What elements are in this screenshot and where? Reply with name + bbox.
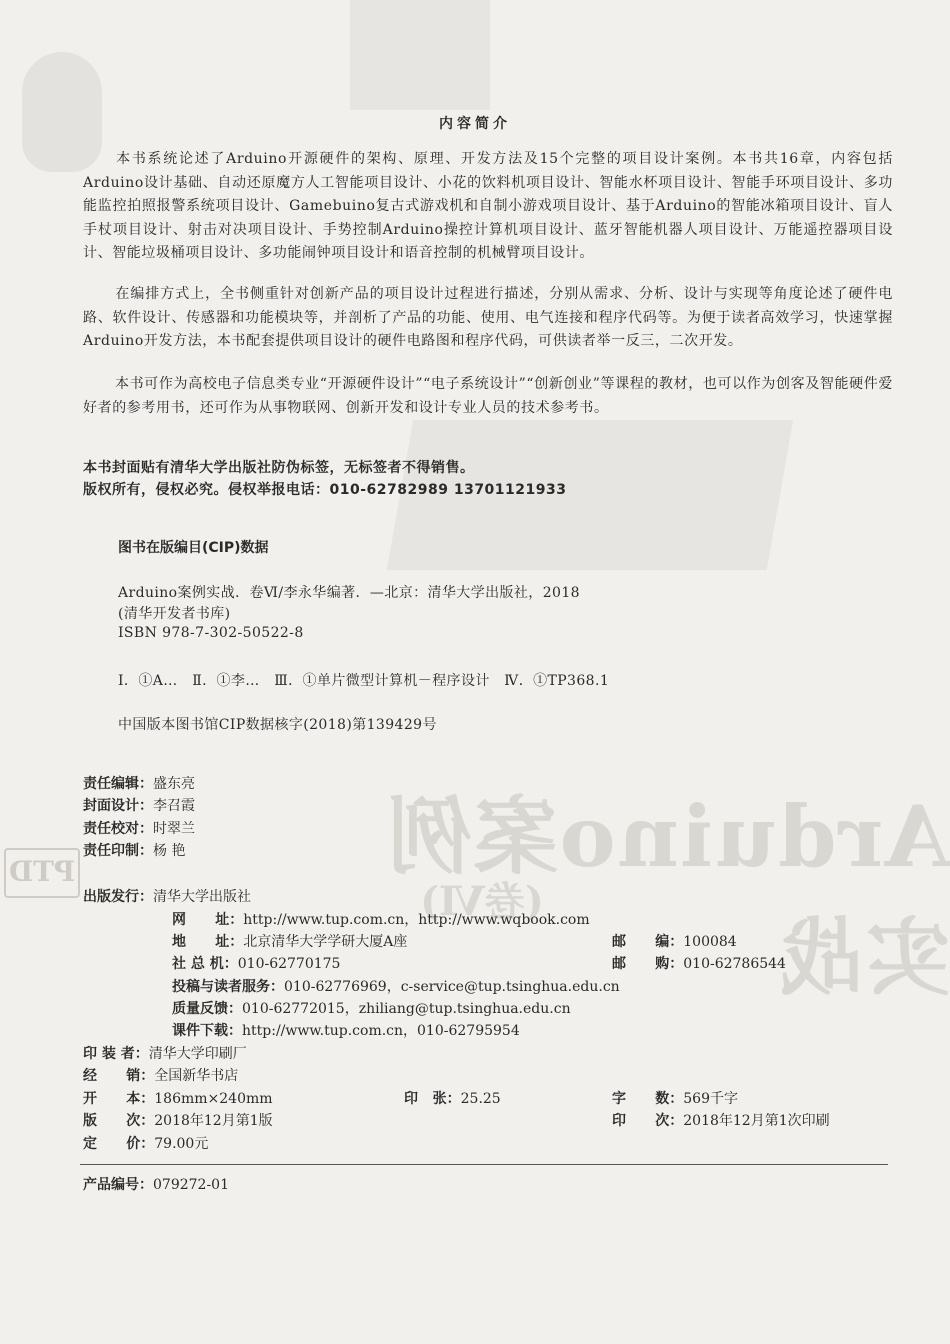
publisher-label: 邮 购： (612, 956, 684, 972)
spec-row (83, 1110, 273, 1130)
spec-row (404, 1088, 501, 1108)
publisher-zip: 100084 (683, 934, 737, 950)
spec-label: 开 本： (83, 1091, 155, 1107)
staff-row (83, 773, 195, 793)
show-through-stamp: PTD (4, 848, 80, 898)
publisher-website: http://www.tup.com.cn，http://www.wqbook.com (243, 912, 590, 928)
publisher-label: 邮 编： (612, 934, 684, 950)
intro-paragraph-3 (83, 373, 893, 420)
product-code: 079272-01 (153, 1177, 229, 1193)
staff-value: 盛东亮 (153, 776, 195, 792)
intro-paragraph-2 (83, 283, 893, 354)
publisher-service: 010-62776969，c-service@tup.tsinghua.edu.cn (284, 979, 620, 995)
spec-label: 定 价： (83, 1136, 155, 1152)
intro-text-2: 在编排方式上，全书侧重针对创新产品的项目设计过程进行描述，分别从需求、分析、设计与实现等角度论述了硬件电路、软件设计、传感器和功能模块等，并剖析了产品的功能、使用、电气连接和程序代码等。为便于读者高效学习，快速掌握Arduino开发方法，本书配套提供项目设计的硬件电路图和程序代码，可供读者举一反三，二次开发。 (83, 286, 893, 350)
staff-row (83, 818, 195, 838)
publisher-label: 网 址： (172, 912, 244, 928)
intro-text-3: 本书可作为高校电子信息类专业“开源硬件设计”“电子系统设计”“创新创业”等课程的教材，也可以作为创客及智能硬件爱好者的参考用书，还可作为从事物联网、创新开发和设计专业人员的技术参考书。 (83, 376, 893, 416)
publisher-mail-order: 010-62786544 (683, 956, 786, 972)
spec-label: 字 数： (612, 1091, 684, 1107)
page-title: 内容简介 (439, 116, 511, 132)
publisher-label: 社 总 机： (172, 956, 238, 972)
spec-row (83, 1065, 238, 1085)
publisher-row (172, 976, 620, 996)
publisher-label: 投稿与读者服务： (172, 979, 284, 995)
spec-value: 2018年12月第1次印刷 (683, 1113, 830, 1129)
publisher-label: 质量反馈： (172, 1001, 242, 1017)
staff-value: 时翠兰 (153, 821, 195, 837)
spec-label: 印 张： (404, 1091, 461, 1107)
publisher-label: 地 址： (172, 934, 244, 950)
cip-heading: 图书在版编目(CIP)数据 (118, 540, 269, 556)
spec-value: 全国新华书店 (154, 1068, 239, 1084)
publisher-row (612, 931, 737, 951)
spec-value: 186mm×240mm (154, 1091, 273, 1107)
spec-label: 印 次： (612, 1113, 684, 1129)
show-through-title: Arduino案例实战 (385, 787, 950, 1007)
spec-value: 清华大学印刷厂 (148, 1046, 247, 1062)
publisher-row (612, 953, 786, 973)
staff-value: 杨 艳 (153, 843, 186, 859)
spec-value: 79.00元 (154, 1136, 209, 1152)
publisher-row (172, 1020, 520, 1040)
staff-label: 责任印制： (83, 843, 153, 859)
cip-line: Arduino案例实战．卷Ⅵ/李永华编著．—北京：清华大学出版社，2018 (118, 585, 580, 601)
staff-row (83, 840, 185, 860)
spec-row (83, 1088, 273, 1108)
publisher-row (172, 931, 407, 951)
spec-row (83, 1133, 208, 1153)
spec-value: 25.25 (460, 1091, 501, 1107)
publisher-phone: 010-62770175 (237, 956, 341, 972)
publisher-row (172, 953, 340, 973)
publisher-label: 出版发行： (83, 889, 153, 905)
publisher-row (172, 998, 571, 1018)
publisher-row (172, 909, 590, 929)
staff-row (83, 795, 195, 815)
staff-label: 责任校对： (83, 821, 153, 837)
staff-value: 李召霞 (153, 798, 195, 814)
intro-paragraph-1 (83, 148, 893, 266)
publisher-row (83, 886, 251, 906)
spec-label: 经 销： (83, 1068, 155, 1084)
publisher-address: 北京清华大学学研大厦A座 (243, 934, 408, 950)
spec-value: 569千字 (683, 1091, 738, 1107)
cip-line: ISBN 978-7-302-50522-8 (118, 625, 304, 641)
spec-row (83, 1043, 247, 1063)
cip-record-number: 中国版本图书馆CIP数据核字(2018)第139429号 (118, 717, 437, 733)
publisher-courseware: http://www.tup.com.cn，010-62795954 (242, 1023, 520, 1039)
show-through-volume: (卷Ⅵ) (420, 878, 544, 925)
cip-line: (清华开发者书库) (118, 606, 231, 622)
product-code-label: 产品编号： (83, 1177, 153, 1193)
intro-text-1: 本书系统论述了Arduino开源硬件的架构、原理、开发方法及15个完整的项目设计案例。本书共16章，内容包括Arduino设计基础、自动还原魔方人工智能项目设计、小花的饮料机项目设计、智能水杯项目设计、智能手环项目设计、多功能监控拍照报警系统项目设计、Gamebuino复古式游戏机和自制小游戏项目设计、基于Arduino的智能冰箱项目设计、盲人手杖项目设计、射击对决项目设计、手势控制Arduino操控计算机项目设计、蓝牙智能机器人项目设计、万能遥控器项目设计、智能垃圾桶项目设计、多功能闹钟项目设计和语音控制的机械臂项目设计。 (83, 151, 893, 262)
copyright-notice: 版权所有，侵权必究。侵权举报电话：010-62782989 13701121933 (83, 482, 567, 498)
publisher-label: 课件下载： (172, 1023, 242, 1039)
spec-label: 版 次： (83, 1113, 155, 1129)
cip-classification: Ⅰ．①A… Ⅱ．①李… Ⅲ．①单片微型计算机－程序设计 Ⅳ．①TP368.1 (118, 673, 610, 689)
divider (80, 1164, 888, 1165)
spec-row (612, 1110, 830, 1130)
staff-label: 封面设计： (83, 798, 153, 814)
spec-row (612, 1088, 738, 1108)
show-through-shape (350, 0, 490, 110)
spec-value: 2018年12月第1版 (154, 1113, 273, 1129)
publisher-name: 清华大学出版社 (153, 889, 251, 905)
spec-label: 印 装 者： (83, 1046, 149, 1062)
product-code-row (83, 1174, 229, 1194)
staff-label: 责任编辑： (83, 776, 153, 792)
anti-counterfeit-notice: 本书封面贴有清华大学出版社防伪标签，无标签者不得销售。 (83, 460, 475, 476)
publisher-quality: 010-62772015，zhiliang@tup.tsinghua.edu.cn (242, 1001, 571, 1017)
